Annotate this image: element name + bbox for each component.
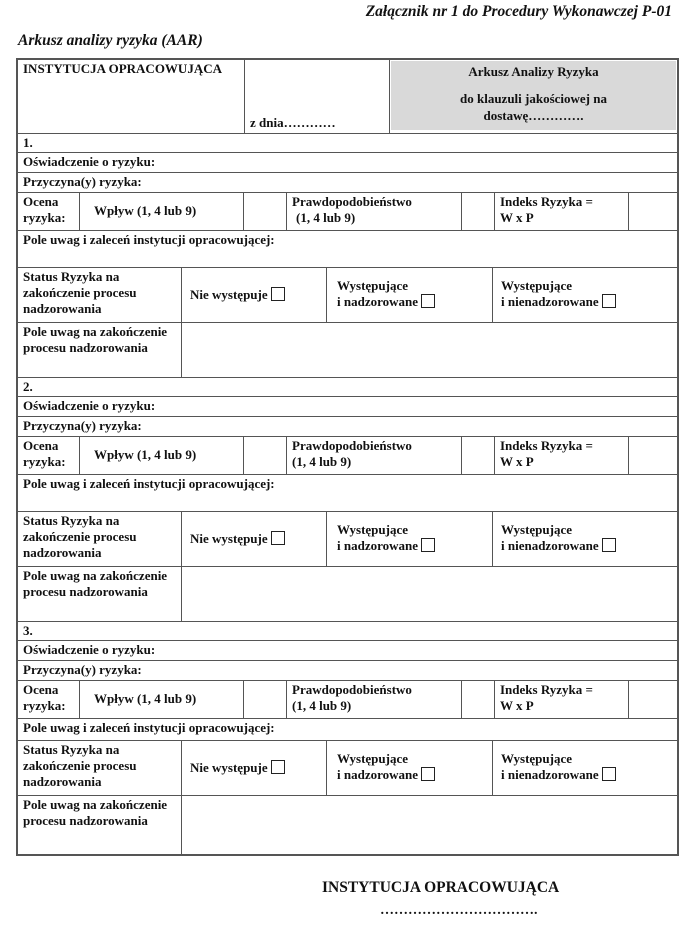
index-value[interactable] xyxy=(629,193,677,231)
impact-value[interactable] xyxy=(244,193,287,231)
risk-number: 2. xyxy=(18,378,677,397)
index-label xyxy=(495,681,629,719)
status-label: Status Ryzyka na zakończenie procesu nadzorowania xyxy=(18,512,182,567)
attachment-header: Załącznik nr 1 do Procedury Wykonawczej P-01 xyxy=(365,3,672,20)
status-present-uncontrolled xyxy=(493,512,677,567)
document-title: Arkusz analizy ryzyka (AAR) xyxy=(18,32,203,49)
footer-institution: INSTYTUCJA OPRACOWUJĄCA xyxy=(322,879,560,896)
checkbox[interactable] xyxy=(421,294,435,308)
present-line-1: Występujące xyxy=(337,278,409,293)
checkbox[interactable] xyxy=(421,538,435,552)
index-line-1: Indeks Ryzyka = xyxy=(500,438,593,453)
controlled-label: i nadzorowane xyxy=(337,294,419,309)
risk-number: 3. xyxy=(18,622,677,641)
risk-block-1 xyxy=(18,134,677,378)
probability-value[interactable] xyxy=(462,681,495,719)
present-line-1: Występujące xyxy=(501,278,573,293)
checkbox[interactable] xyxy=(602,767,616,781)
clause-line-1: do klauzuli jakościowej na xyxy=(460,91,607,106)
uncontrolled-label: i nienadzorowane xyxy=(501,538,599,553)
statement-row[interactable]: Oświadczenie o ryzyku: xyxy=(18,641,677,661)
not-present-label: Nie występuje xyxy=(190,760,268,775)
status-label: Status Ryzyka na zakończenie procesu nadzorowania xyxy=(18,268,182,323)
probability-label xyxy=(287,193,462,231)
checkbox[interactable] xyxy=(602,538,616,552)
impact-label: Wpływ (1, 4 lub 9) xyxy=(80,193,244,231)
probability-value[interactable] xyxy=(462,437,495,475)
probability-label xyxy=(287,437,462,475)
probability-line-2: (1, 4 lub 9) xyxy=(296,210,356,225)
supervision-remarks-label: Pole uwag na zakończenie procesu nadzorowania xyxy=(18,567,182,622)
uncontrolled-label: i nienadzorowane xyxy=(501,767,599,782)
impact-label: Wpływ (1, 4 lub 9) xyxy=(80,437,244,475)
probability-label xyxy=(287,681,462,719)
institution-label: INSTYTUCJA OPRACOWUJĄCA xyxy=(23,61,222,76)
status-present-uncontrolled xyxy=(493,268,677,323)
status-not-present xyxy=(182,268,327,323)
remarks-row[interactable]: Pole uwag i zaleceń instytucji opracowującej: xyxy=(18,719,677,741)
checkbox[interactable] xyxy=(271,287,285,301)
remarks-row[interactable]: Pole uwag i zaleceń instytucji opracowującej: xyxy=(18,231,677,268)
cause-row[interactable]: Przyczyna(y) ryzyka: xyxy=(18,173,677,193)
assessment-label: Ocena ryzyka: xyxy=(18,193,80,231)
risk-analysis-form xyxy=(16,58,679,856)
statement-row[interactable]: Oświadczenie o ryzyku: xyxy=(18,153,677,173)
index-line-2: W x P xyxy=(500,454,534,469)
status-not-present xyxy=(182,512,327,567)
present-line-1: Występujące xyxy=(337,522,409,537)
date-cell[interactable] xyxy=(245,60,390,134)
impact-label: Wpływ (1, 4 lub 9) xyxy=(80,681,244,719)
present-line-1: Występujące xyxy=(501,522,573,537)
index-line-2: W x P xyxy=(500,210,534,225)
supervision-remarks-field[interactable] xyxy=(182,567,677,622)
date-label: z dnia………… xyxy=(250,115,336,130)
supervision-remarks-field[interactable] xyxy=(182,323,677,378)
checkbox[interactable] xyxy=(271,760,285,774)
present-line-1: Występujące xyxy=(337,751,409,766)
assessment-label: Ocena ryzyka: xyxy=(18,437,80,475)
index-label xyxy=(495,437,629,475)
probability-value[interactable] xyxy=(462,193,495,231)
remarks-row[interactable]: Pole uwag i zaleceń instytucji opracowującej: xyxy=(18,475,677,512)
cause-row[interactable]: Przyczyna(y) ryzyka: xyxy=(18,417,677,437)
institution-cell xyxy=(18,60,245,134)
status-present-controlled xyxy=(327,512,493,567)
present-line-1: Występujące xyxy=(501,751,573,766)
index-value[interactable] xyxy=(629,437,677,475)
clause-line-2: dostawę…………. xyxy=(483,108,584,123)
impact-value[interactable] xyxy=(244,681,287,719)
probability-line-1: Prawdopodobieństwo xyxy=(292,682,412,697)
supervision-remarks-label: Pole uwag na zakończenie procesu nadzorowania xyxy=(18,323,182,378)
index-label xyxy=(495,193,629,231)
checkbox[interactable] xyxy=(421,767,435,781)
risk-number: 1. xyxy=(18,134,677,153)
index-line-1: Indeks Ryzyka = xyxy=(500,194,593,209)
checkbox[interactable] xyxy=(602,294,616,308)
probability-line-1: Prawdopodobieństwo xyxy=(292,438,412,453)
assessment-label: Ocena ryzyka: xyxy=(18,681,80,719)
index-value[interactable] xyxy=(629,681,677,719)
not-present-label: Nie występuje xyxy=(190,531,268,546)
checkbox[interactable] xyxy=(271,531,285,545)
sheet-title: Arkusz Analizy Ryzyka xyxy=(468,64,599,79)
signature-line[interactable]: ……………………………. xyxy=(380,903,538,918)
impact-value[interactable] xyxy=(244,437,287,475)
status-not-present xyxy=(182,741,327,796)
controlled-label: i nadzorowane xyxy=(337,767,419,782)
risk-block-2 xyxy=(18,378,677,622)
status-present-controlled xyxy=(327,741,493,796)
status-label: Status Ryzyka na zakończenie procesu nadzorowania xyxy=(18,741,182,796)
statement-row[interactable]: Oświadczenie o ryzyku: xyxy=(18,397,677,417)
probability-line-2: (1, 4 lub 9) xyxy=(292,454,352,469)
index-line-2: W x P xyxy=(500,698,534,713)
risk-block-3 xyxy=(18,622,677,854)
probability-line-1: Prawdopodobieństwo xyxy=(292,194,412,209)
not-present-label: Nie występuje xyxy=(190,287,268,302)
uncontrolled-label: i nienadzorowane xyxy=(501,294,599,309)
probability-line-2: (1, 4 lub 9) xyxy=(292,698,352,713)
status-present-controlled xyxy=(327,268,493,323)
supervision-remarks-label: Pole uwag na zakończenie procesu nadzorowania xyxy=(18,796,182,854)
cause-row[interactable]: Przyczyna(y) ryzyka: xyxy=(18,661,677,681)
status-present-uncontrolled xyxy=(493,741,677,796)
index-line-1: Indeks Ryzyka = xyxy=(500,682,593,697)
sheet-title-cell xyxy=(390,60,677,134)
supervision-remarks-field[interactable] xyxy=(182,796,677,854)
controlled-label: i nadzorowane xyxy=(337,538,419,553)
